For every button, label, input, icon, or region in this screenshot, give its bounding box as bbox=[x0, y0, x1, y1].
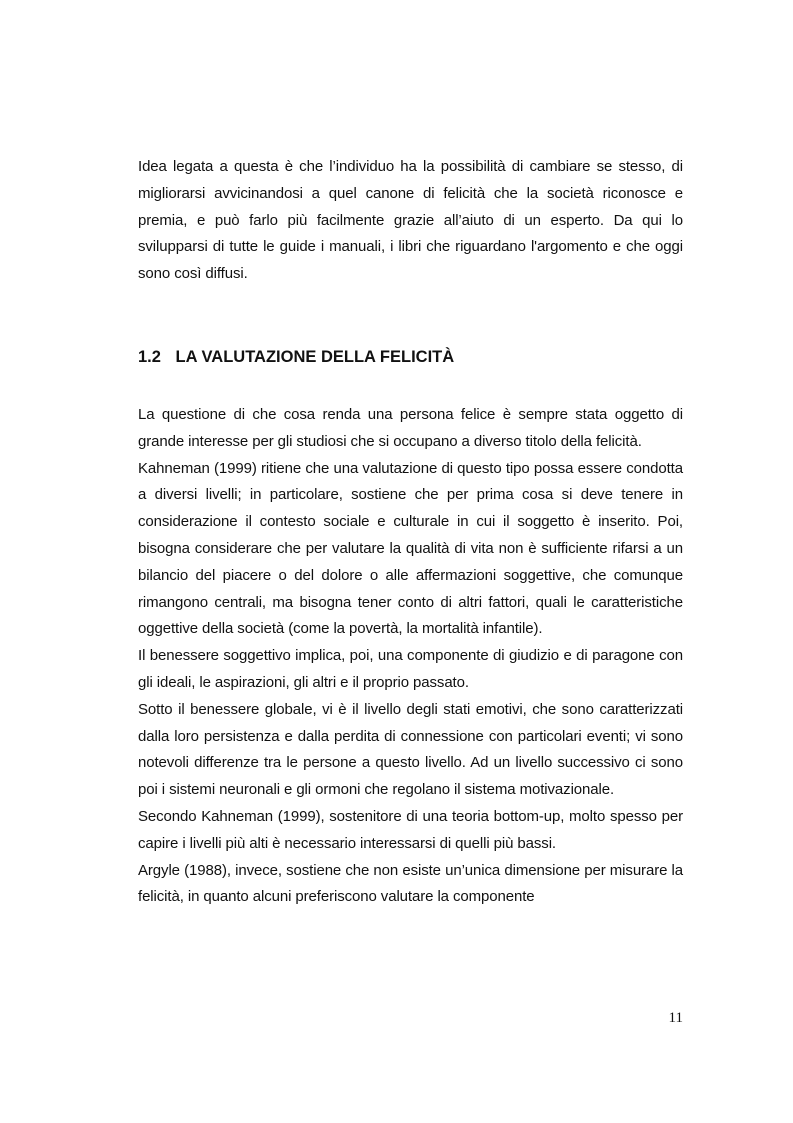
section-body bbox=[138, 402, 683, 911]
section-number: 1.2 bbox=[138, 348, 161, 366]
paragraph: Kahneman (1999) ritiene che una valutazione di questo tipo possa essere condotta a diversi livelli; in particolare, sostiene che per prima cosa si deve tenere in considerazione il contesto sociale e culturale in cui il soggetto è inserito. Poi, bisogna considerare che per valutare la qualità di vita non è sufficiente rifarsi a un bilancio del piacere o del dolore o alle affermazioni soggettive, che comunque rimangono centrali, ma bisogna tener conto di altri fattori, quali le caratteristiche oggettive della società (come la povertà, la mortalità infantile). bbox=[138, 459, 683, 638]
section-heading bbox=[138, 348, 454, 367]
paragraph: La questione di che cosa renda una persona felice è sempre stata oggetto di grande interesse per gli studiosi che si occupano a diverso titolo della felicità. bbox=[138, 406, 683, 450]
intro-paragraph: Idea legata a questa è che l’individuo ha la possibilità di cambiare se stesso, di migliorarsi avvicinandosi a quel canone di felicità che la società riconosce e premia, e può farlo più facilmente grazie all’aiuto di un esperto. Da qui lo svilupparsi di tutte le guide i manuali, i libri che riguardano l'argomento e che oggi sono così diffusi. bbox=[138, 158, 683, 283]
intro-text bbox=[138, 154, 683, 288]
paragraph: Il benessere soggettivo implica, poi, una componente di giudizio e di paragone con gli ideali, le aspirazioni, gli altri e il proprio passato. bbox=[138, 647, 683, 691]
section-title: LA VALUTAZIONE DELLA FELICITÀ bbox=[175, 348, 455, 366]
paragraph: Secondo Kahneman (1999), sostenitore di una teoria bottom-up, molto spesso per capire i livelli più alti è necessario interessarsi di quelli più bassi. bbox=[138, 807, 683, 852]
page-number: 11 bbox=[668, 1010, 683, 1026]
paragraph: Argyle (1988), invece, sostiene che non esiste un’unica dimensione per misurare la felicità, in quanto alcuni preferiscono valutare la componente bbox=[138, 861, 683, 906]
paragraph: Sotto il benessere globale, vi è il livello degli stati emotivi, che sono caratterizzati dalla loro persistenza e dalla perdita di connessione con particolari eventi; vi sono notevoli differenze tra le persone a questo livello. Ad un livello successivo ci sono poi i sistemi neuronali e gli ormoni che regolano il sistema motivazionale. bbox=[138, 700, 683, 799]
